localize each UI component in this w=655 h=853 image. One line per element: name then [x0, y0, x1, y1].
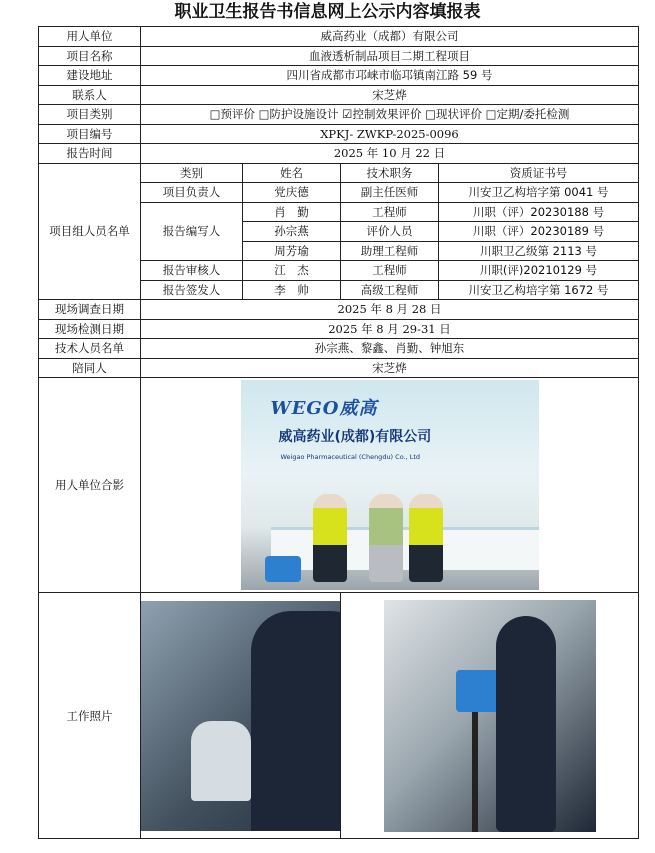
member-cert: 川安卫乙构培字第 0041 号 — [439, 183, 639, 203]
report-date-label: 报告时间 — [39, 144, 141, 164]
worker-figure — [251, 611, 341, 831]
tripod — [472, 712, 478, 832]
work-photo-cell-2 — [341, 593, 639, 839]
row-project-no — [39, 124, 639, 144]
member-cert: 川职（评）20230188 号 — [439, 202, 639, 222]
info-table — [38, 26, 639, 839]
member-name: 孙宗燕 — [243, 222, 341, 242]
work-photo-2 — [384, 600, 596, 832]
member-name: 党庆德 — [243, 183, 341, 203]
technicians-value: 孙宗燕、黎鑫、肖勤、钟旭东 — [141, 339, 639, 359]
member-role: 报告编写人 — [141, 202, 243, 261]
category-label: 项目类别 — [39, 105, 141, 125]
project-no-value: XPKJ- ZWKP-2025-0096 — [141, 124, 639, 144]
survey-date-value: 2025 年 8 月 28 日 — [141, 300, 639, 320]
person-1 — [313, 494, 347, 582]
member-role: 报告签发人 — [141, 280, 243, 300]
group-photo-cell — [141, 378, 639, 593]
member-title: 工程师 — [341, 261, 439, 281]
contact-label: 联系人 — [39, 85, 141, 105]
project-no-label: 项目编号 — [39, 124, 141, 144]
row-project-name — [39, 46, 639, 66]
member-title: 副主任医师 — [341, 183, 439, 203]
escort-label: 陪同人 — [39, 358, 141, 378]
member-title: 助理工程师 — [341, 241, 439, 261]
form-title: 职业卫生报告书信息网上公示内容填报表 — [174, 2, 481, 22]
member-title: 工程师 — [341, 202, 439, 222]
row-work-photos — [39, 593, 639, 839]
technicians-label: 技术人员名单 — [39, 339, 141, 359]
row-contact — [39, 85, 639, 105]
member-title: 高级工程师 — [341, 280, 439, 300]
row-survey-date — [39, 300, 639, 320]
address-label: 建设地址 — [39, 66, 141, 86]
work-photo-cell-1 — [141, 593, 341, 839]
team-header-row — [39, 163, 639, 183]
group-photo-label: 用人单位合影 — [39, 378, 141, 593]
member-name: 周芳瑜 — [243, 241, 341, 261]
reception-desk — [271, 527, 539, 570]
survey-date-label: 现场调查日期 — [39, 300, 141, 320]
worker-figure — [496, 616, 556, 832]
member-role: 项目负责人 — [141, 183, 243, 203]
member-cert: 川职(评)20210129 号 — [439, 261, 639, 281]
test-date-label: 现场检测日期 — [39, 319, 141, 339]
member-cert: 川职卫乙级第 2113 号 — [439, 241, 639, 261]
row-employer — [39, 27, 639, 47]
sign-brand: WEGO威高 — [270, 398, 378, 419]
team-header-title: 技术职务 — [341, 163, 439, 183]
row-address — [39, 66, 639, 86]
sampling-device — [456, 670, 500, 712]
report-date-value: 2025 年 10 月 22 日 — [141, 144, 639, 164]
member-title: 评价人员 — [341, 222, 439, 242]
member-cert: 川职（评）20230189 号 — [439, 222, 639, 242]
team-header-cert: 资质证书号 — [439, 163, 639, 183]
team-header-name: 姓名 — [243, 163, 341, 183]
test-date-value: 2025 年 8 月 29-31 日 — [141, 319, 639, 339]
person-3 — [409, 494, 443, 582]
project-name-value: 血液透析制品项目二期工程项目 — [141, 46, 639, 66]
sign-english: Weigao Pharmaceutical (Chengdu) Co., Ltd — [280, 453, 421, 461]
project-name-label: 项目名称 — [39, 46, 141, 66]
member-role: 报告审核人 — [141, 261, 243, 281]
sign-company: 威高药业(成都)有限公司 — [278, 429, 432, 445]
equipment-case — [265, 556, 301, 582]
row-escort — [39, 358, 639, 378]
team-label: 项目组人员名单 — [39, 163, 141, 300]
row-report-date — [39, 144, 639, 164]
category-value: □预评价 □防护设施设计 ☑控制效果评价 □现状评价 □定期/委托检测 — [141, 105, 639, 125]
group-photo — [241, 380, 539, 590]
employer-label: 用人单位 — [39, 27, 141, 47]
row-group-photo — [39, 378, 639, 593]
row-test-date — [39, 319, 639, 339]
row-technicians — [39, 339, 639, 359]
person-2 — [369, 494, 403, 582]
member-name: 江 杰 — [243, 261, 341, 281]
team-header-role: 类别 — [141, 163, 243, 183]
operator-figure — [191, 721, 251, 801]
escort-value: 宋芝烨 — [141, 358, 639, 378]
member-name: 肖 勤 — [243, 202, 341, 222]
row-category — [39, 105, 639, 125]
address-value: 四川省成都市邛崃市临邛镇南江路 59 号 — [141, 66, 639, 86]
work-photo-1 — [141, 601, 341, 831]
work-photos-label: 工作照片 — [39, 593, 141, 839]
member-name: 李 帅 — [243, 280, 341, 300]
employer-value: 威高药业（成都）有限公司 — [141, 27, 639, 47]
contact-value: 宋芝烨 — [141, 85, 639, 105]
member-cert: 川安卫乙构培字第 1672 号 — [439, 280, 639, 300]
